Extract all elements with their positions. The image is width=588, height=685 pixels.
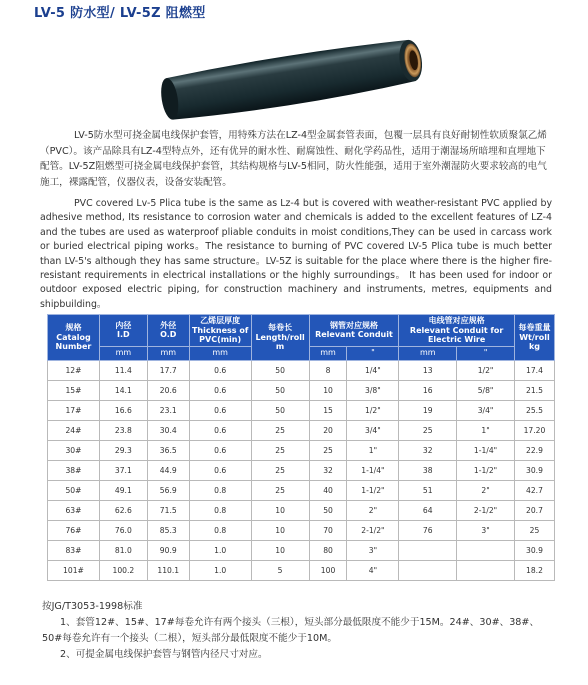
table-cell: 101# [48,560,100,580]
table-cell: 62.6 [99,500,147,520]
table-cell: 14.1 [99,380,147,400]
table-cell: 38 [399,460,457,480]
table-cell: 2" [347,500,399,520]
table-row [48,520,555,540]
notes [42,599,562,663]
table-cell: 15 [309,400,347,420]
table-cell: 50 [251,360,309,380]
table-cell: 90.9 [147,540,189,560]
table-cell: 17.7 [147,360,189,380]
table-cell: 100 [309,560,347,580]
table-cell: 5 [251,560,309,580]
header-catalog: 规格 Catalog Number [48,315,100,361]
table-cell: 64 [399,500,457,520]
table-cell: 44.9 [147,460,189,480]
table-cell [399,540,457,560]
table-cell: 17# [48,400,100,420]
table-row [48,400,555,420]
header-thickness: 乙烯层厚度 Thickness of PVC(min) [189,315,251,347]
table-cell: 1/2" [457,360,515,380]
unit-thickness: mm [189,346,251,360]
table-cell: 1.0 [189,560,251,580]
table-cell: 51 [399,480,457,500]
table-row [48,380,555,400]
table-cell: 25 [514,520,554,540]
table-cell: 0.6 [189,400,251,420]
table-cell: 56.9 [147,480,189,500]
table-cell: 25 [251,480,309,500]
table-row [48,440,555,460]
table-cell: 1/4" [347,360,399,380]
table-cell: 10 [251,500,309,520]
unit-wire-in: " [457,346,515,360]
header-od: 外径 O.D [147,315,189,347]
table-cell [457,560,515,580]
table-cell: 17.20 [514,420,554,440]
table-cell: 63# [48,500,100,520]
table-cell: 10 [251,520,309,540]
table-cell [399,560,457,580]
table-cell: 11.4 [99,360,147,380]
table-row [48,480,555,500]
table-cell: 23.8 [99,420,147,440]
table-cell: 20.7 [514,500,554,520]
table-cell: 76.0 [99,520,147,540]
table-cell: 70 [309,520,347,540]
table-cell: 71.5 [147,500,189,520]
table-cell: 1-1/2" [457,460,515,480]
table-cell: 2-1/2" [457,500,515,520]
table-cell: 32 [309,460,347,480]
table-cell: 0.8 [189,480,251,500]
table-cell: 2-1/2" [347,520,399,540]
unit-conduit-in: " [347,346,399,360]
table-cell: 30# [48,440,100,460]
table-cell: 19 [399,400,457,420]
note-standard: 按JG/T3053-1998标准 [42,601,143,612]
table-cell: 21.5 [514,380,554,400]
unit-od: mm [147,346,189,360]
table-cell: 13 [399,360,457,380]
table-cell: 17.4 [514,360,554,380]
table-cell: 1-1/2" [347,480,399,500]
table-cell: 20.6 [147,380,189,400]
table-row [48,540,555,560]
table-cell: 50 [251,380,309,400]
table-cell [457,540,515,560]
table-cell: 3/4" [457,400,515,420]
table-cell: 5/8" [457,380,515,400]
table-cell: 0.8 [189,520,251,540]
table-cell: 0.6 [189,420,251,440]
table-cell: 30.4 [147,420,189,440]
table-cell: 18.2 [514,560,554,580]
table-cell: 80 [309,540,347,560]
table-cell: 36.5 [147,440,189,460]
header-id: 内径 I.D [99,315,147,347]
table-cell: 50 [309,500,347,520]
table-cell: 16 [399,380,457,400]
table-row [48,460,555,480]
header-length: 每卷长 Length/roll m [251,315,309,361]
table-cell: 25 [251,440,309,460]
table-header-row [48,315,555,347]
table-cell: 76 [399,520,457,540]
table-cell: 1-1/4" [457,440,515,460]
note-2: 2、可提金属电线保护套管与钢管内径尺寸对应。 [60,649,268,660]
table-cell: 16.6 [99,400,147,420]
table-cell: 1" [457,420,515,440]
table-cell: 15# [48,380,100,400]
table-cell: 25 [309,440,347,460]
table-cell: 8 [309,360,347,380]
note-1a: 1、套管12#、15#、17#每卷允许有两个接头（三根），短头部分最低限度不能少于15M。24#、30#、38#、 [60,617,540,628]
table-cell: 2" [457,480,515,500]
unit-conduit-mm: mm [309,346,347,360]
table-cell: 23.1 [147,400,189,420]
table-cell: 0.6 [189,380,251,400]
table-cell: 1.0 [189,540,251,560]
table-cell: 76# [48,520,100,540]
header-wire-conduit: 电线管对应规格 Relevant Conduit for Electric Wire [399,315,515,347]
table-cell: 49.1 [99,480,147,500]
table-cell: 0.6 [189,440,251,460]
table-body [48,360,555,580]
table-cell: 3" [347,540,399,560]
table-cell: 1-1/4" [347,460,399,480]
header-conduit: 钢管对应规格 Relevant Conduit [309,315,399,347]
table-cell: 0.6 [189,460,251,480]
table-cell: 3/8" [347,380,399,400]
header-weight: 每卷重量 Wt/roll kg [514,315,554,361]
table-cell: 24# [48,420,100,440]
table-cell: 30.9 [514,460,554,480]
table-cell: 25.5 [514,400,554,420]
table-cell: 42.7 [514,480,554,500]
table-cell: 20 [309,420,347,440]
table-cell: 1/2" [347,400,399,420]
table-cell: 100.2 [99,560,147,580]
table-cell: 10 [251,540,309,560]
table-cell: 0.8 [189,500,251,520]
table-cell: 32 [399,440,457,460]
table-cell: 1" [347,440,399,460]
table-cell: 83# [48,540,100,560]
page-title: LV-5 防水型/ LV-5Z 阻燃型 [34,6,206,21]
table-cell: 50# [48,480,100,500]
table-row [48,360,555,380]
table-cell: 3/4" [347,420,399,440]
table-cell: 85.3 [147,520,189,540]
table-cell: 110.1 [147,560,189,580]
table-cell: 25 [399,420,457,440]
table-cell: 0.6 [189,360,251,380]
table-row [48,500,555,520]
chinese-description: LV-5防水型可挠金属电线保护套管，用特殊方法在LZ-4型金属套管表面，包覆一层具有良好耐韧性软质聚氯乙烯（PVC）。该产品除具有LZ-4型特点外，还有优异的耐水性、耐腐蚀性、耐化学药品性，适用于潮湿场所暗埋和直埋地下配管。LV-5Z阻燃型可挠金属电线保护套管，其结构规格与LV-5相同，防火性能强，适用于室外潮湿防火要求较高的电气施工，裸露配管，仪器仪表，设备安装配管。 [40,130,547,188]
table-cell: 3" [457,520,515,540]
table-cell: 4" [347,560,399,580]
table-cell: 29.3 [99,440,147,460]
table-cell: 25 [251,420,309,440]
table-cell: 40 [309,480,347,500]
table-row [48,420,555,440]
note-1b: 50#每卷允许有一个接头（二根），短头部分最低限度不能少于10M。 [42,633,337,644]
table-cell: 22.9 [514,440,554,460]
table-cell: 30.9 [514,540,554,560]
unit-id: mm [99,346,147,360]
table-cell: 37.1 [99,460,147,480]
pvc-tube-image [150,28,440,128]
spec-table [47,314,555,581]
table-cell: 25 [251,460,309,480]
product-photo [150,28,440,128]
unit-wire-mm: mm [399,346,457,360]
table-cell: 10 [309,380,347,400]
table-cell: 50 [251,400,309,420]
table-cell: 81.0 [99,540,147,560]
table-cell: 12# [48,360,100,380]
table-row [48,560,555,580]
table-cell: 38# [48,460,100,480]
english-description: PVC covered Lv-5 Plica tube is the same as Lz-4 but is covered with weather-resistant PVC applied by adhesive method, Its resistance to corrosion water and chemicals is added to the excellent features of LZ-4 and the tubes are used as waterproof pliable conduits in moist conditions,They can be used in carcass work or buried electrical piping works。The resistance to burning of PVC covered LV-5 Plica tube is much better than LV-5's although they has same structure。LV-5Z is suitable for the place where there is the higher fire-resistant requirements in electrical installations or the highly surroundings。 It has been used for indoor or outdoor exposed electric piping, for construction machinery and instruments, metres, equipments and shipbuilding。 [40,198,552,310]
